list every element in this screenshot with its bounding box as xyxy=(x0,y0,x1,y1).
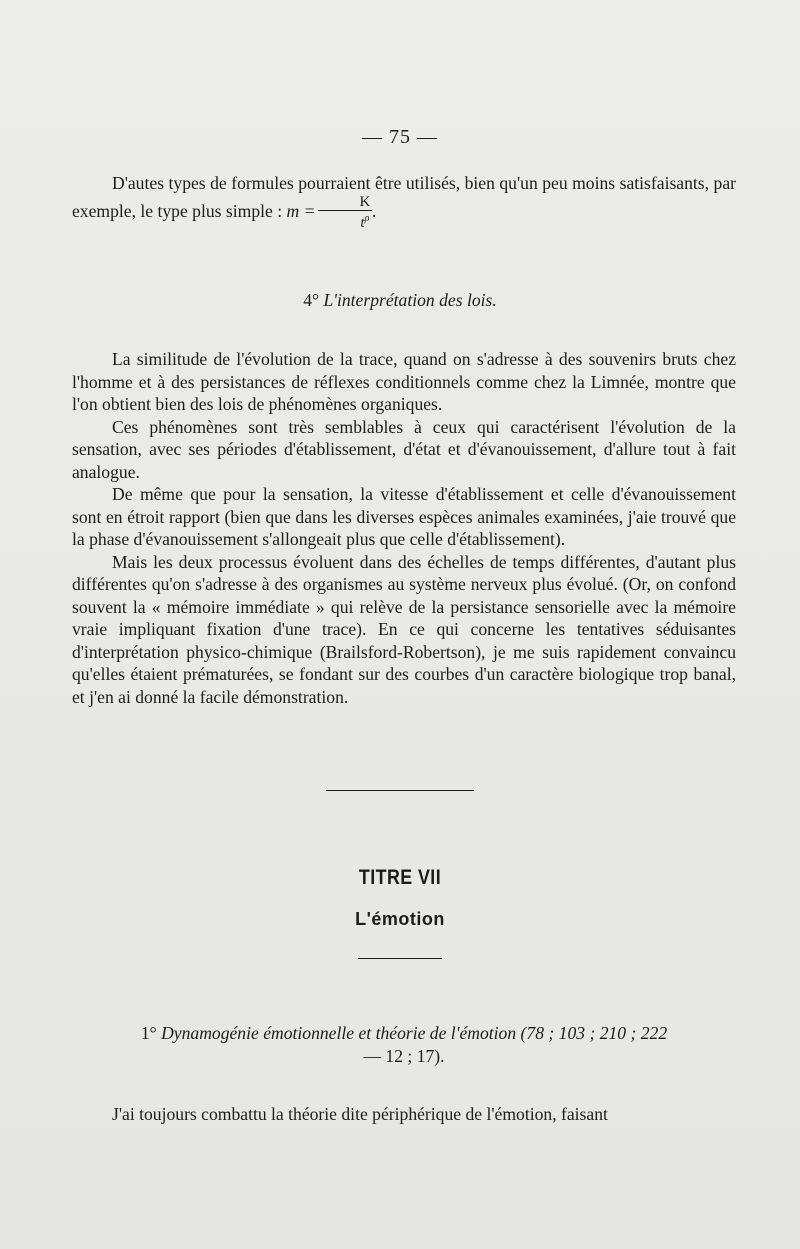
formula-paragraph xyxy=(72,172,736,231)
section-number: 4° xyxy=(303,290,320,310)
formula-lhs: m = xyxy=(286,200,316,221)
formula-paragraph-text: D'autes types de formules pourraient être utilisés, bien qu'un peu moins satisfaisants, par exemple, le type plus simple : xyxy=(72,173,736,221)
chapter-subtitle: L'émotion xyxy=(355,909,445,929)
paragraph: Mais les deux processus évoluent dans des échelles de temps différentes, d'autant plus différentes qu'on s'adresse à des organismes au système nerveux plus évolué. (Or, on confond souvent la « mémoire immédiate » qui relève de la persistance sensorielle avec la mémoire vraie impliquant fixation d'une trace). En ce qui concerne les tentatives séduisantes d'interprétation physico-chimique (Brailsford-Robertson), je me suis rapidement convaincu qu'elles étaient prématurées, se fondant sur des courbes d'un caractère biologique trop banal, et j'en ai donné la facile démonstration. xyxy=(72,551,736,707)
subsection-refs: (78 ; 103 ; 210 ; 222 xyxy=(520,1023,668,1043)
paragraph: Ces phénomènes sont très semblables à ceux qui caractérisent l'évolution de la sensation, avec ses périodes d'établissement, d'état et d'évanouissement, d'allure tout à fait analogue. xyxy=(72,416,736,482)
formula xyxy=(286,193,377,231)
chapter-title: TITRE VII xyxy=(358,866,442,889)
paragraph: J'ai toujours combattu la théorie dite périphérique de l'émotion, faisant xyxy=(112,1104,608,1124)
page-number: — 75 — xyxy=(362,126,438,148)
final-paragraph xyxy=(72,1103,736,1126)
title-rule xyxy=(358,958,442,959)
formula-numerator: K xyxy=(318,195,373,211)
paragraph: De même que pour la sensation, la vitesse d'établissement et celle d'évanouissement sont en étroit rapport (bien que dans les diverses espèces animales examinées, j'aie trouvé que la phase d'évanouissement s'allongeait plus que celle d'établissement). xyxy=(72,484,736,549)
formula-fraction xyxy=(318,195,373,231)
section-title: L'interprétation des lois. xyxy=(323,290,497,310)
formula-tail: . xyxy=(372,200,377,221)
subsection-number: 1° xyxy=(140,1023,157,1043)
formula-denominator: t xyxy=(360,214,365,231)
paragraph: La similitude de l'évolution de la trace, quand on s'adresse à des souvenirs bruts chez l'homme et à des persistances de réflexes conditionnels comme chez la Limnée, montre que l'on obtient bien des lois de phénomènes organiques. xyxy=(72,349,736,414)
section-heading-4 xyxy=(0,290,800,311)
subsection-title: Dynamogénie émotionnelle et théorie de l'émotion xyxy=(161,1023,517,1043)
subsection-refs-continued: — 12 ; 17). xyxy=(363,1045,445,1066)
subsection-heading-1 xyxy=(72,1022,736,1067)
formula-exponent: ρ xyxy=(364,212,370,224)
separator-rule xyxy=(326,790,474,791)
body-text xyxy=(72,348,736,708)
